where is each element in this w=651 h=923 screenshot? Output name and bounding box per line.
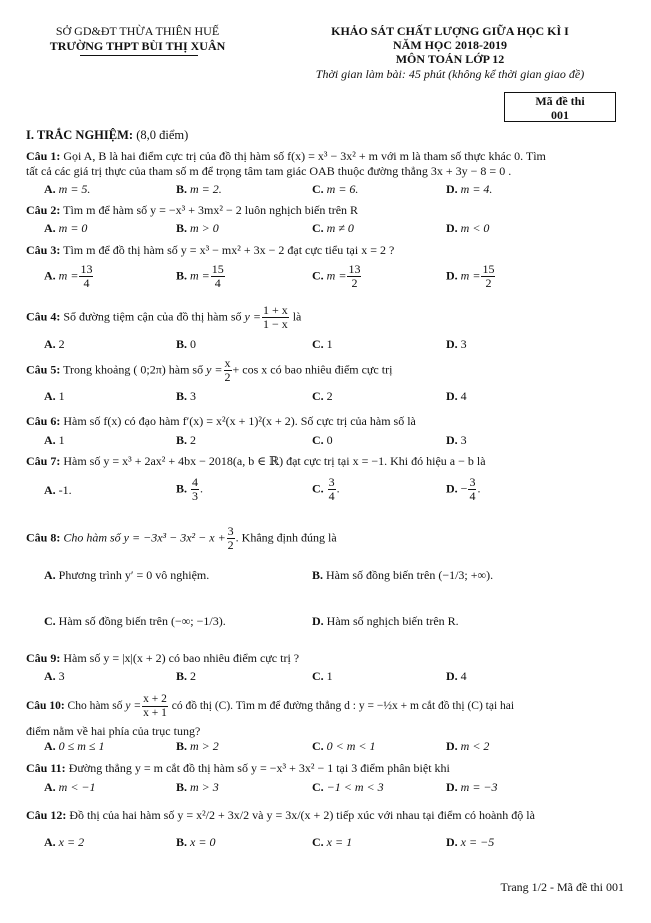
q3-option-d[interactable]: D. m = $\frac{15}{2}$ [446,262,495,290]
q7-option-b[interactable]: B. $\frac{4}{3}$ . [176,475,204,503]
q5-option-d[interactable]: D. 4 [446,389,467,403]
subject: MÔN TOÁN LỚP 12 [395,52,505,66]
q1-option-c[interactable]: C. m = 6. [312,182,359,196]
q6-option-d[interactable]: D. 3 [446,433,467,447]
q10-option-c[interactable]: C. 0 < m < 1 [312,739,376,753]
question-5: Câu 5: Trong khoảng ( 0;2π) hàm số y = $\frac{x}{2}$ + cos x có bao nhiêu điểm cực trị [26,356,393,384]
question-6: Câu 6: Hàm số f(x) có đạo hàm f′(x) = x²(x + 1)²(x + 2). Số cực trị của hàm số là [26,414,416,428]
q5-option-c[interactable]: C. 2 [312,389,333,403]
question-1: Câu 1: Gọi A, B là hai điểm cực trị của đồ thị hàm số f(x) = x³ − 3x² + m với m là tham số thực khác 0. Tìm [26,149,546,163]
q8-option-d[interactable]: D. Hàm số nghịch biến trên R. [312,614,459,628]
q4-option-a[interactable]: A. 2 [44,337,65,351]
q7-option-c[interactable]: C. $\frac{3}{4}$ . [312,475,340,503]
q11-option-c[interactable]: C. −1 < m < 3 [312,780,384,794]
q1-option-d[interactable]: D. m = 4. [446,182,493,196]
q10-option-b[interactable]: B. m > 2 [176,739,219,753]
q9-option-d[interactable]: D. 4 [446,669,467,683]
q2-option-b[interactable]: B. m > 0 [176,221,219,235]
q3-option-a[interactable]: A. m = $\frac{13}{4}$ [44,262,93,290]
q6-option-b[interactable]: B. 2 [176,433,197,447]
school-underline [80,55,198,56]
school-year: NĂM HỌC 2018-2019 [393,38,507,52]
q11-option-a[interactable]: A. m < −1 [44,780,96,794]
question-10-cont: điểm nằm về hai phía của trục tung? [26,724,201,738]
question-10: Câu 10: Cho hàm số y = $\frac{x + 2}{x + 1}$ có đồ thị (C). Tìm m để đường thẳng d : y = −½x + m cắt đồ thị (C) tại hai [26,693,515,719]
q7-option-d[interactable]: D. − $\frac{3}{4}$ . [446,475,481,503]
q11-option-d[interactable]: D. m = −3 [446,780,498,794]
exam-code-value: 001 [551,108,569,122]
q7-option-a[interactable]: A. -1. [44,483,72,497]
q1-option-a[interactable]: A. m = 5. [44,182,91,196]
exam-duration: Thời gian làm bài: 45 phút (không kể thời gian giao đề) [315,67,585,81]
q4-option-b[interactable]: B. 0 [176,337,197,351]
q12-option-c[interactable]: C. x = 1 [312,835,353,849]
question-11: Câu 11: Đường thẳng y = m cắt đồ thị hàm số y = −x³ + 3x² − 1 tại 3 điểm phân biệt khi [26,761,450,775]
q8-option-b[interactable]: B. Hàm số đồng biến trên (−1/3; +∞). [312,568,494,582]
question-3: Câu 3: Tìm m để đồ thị hàm số y = x³ − mx² + 3x − 2 đạt cực tiểu tại x = 2 ? [26,243,395,257]
exam-title: KHẢO SÁT CHẤT LƯỢNG GIỮA HỌC KÌ I [331,24,569,38]
section-title: I. TRẮC NGHIỆM: (8,0 điểm) [26,128,189,142]
q12-option-d[interactable]: D. x = −5 [446,835,495,849]
q9-option-c[interactable]: C. 1 [312,669,333,683]
q2-option-c[interactable]: C. m ≠ 0 [312,221,354,235]
q4-option-d[interactable]: D. 3 [446,337,467,351]
question-4: Câu 4: Số đường tiệm cận của đồ thị hàm số y = $\frac{1 + x}{1 - x}$ là [26,303,302,331]
q5-option-a[interactable]: A. 1 [44,389,65,403]
question-2: Câu 2: Tìm m để hàm số y = −x³ + 3mx² − 2 luôn nghịch biến trên R [26,203,359,217]
q3-option-c[interactable]: C. m = $\frac{13}{2}$ [312,262,361,290]
question-9: Câu 9: Hàm số y = |x|(x + 2) có bao nhiêu điểm cực trị ? [26,651,300,665]
question-8: Câu 8: Cho hàm số y = −3x³ − 3x² − x + $\frac{3}{2}$ . Khẳng định đúng là [26,524,337,552]
q8-option-a[interactable]: A. Phương trình y′ = 0 vô nghiệm. [44,568,210,582]
q2-option-d[interactable]: D. m < 0 [446,221,490,235]
q6-option-a[interactable]: A. 1 [44,433,65,447]
q5-option-b[interactable]: B. 3 [176,389,197,403]
q10-option-a[interactable]: A. 0 ≤ m ≤ 1 [44,739,105,753]
school-name: TRƯỜNG THPT BÙI THỊ XUÂN [49,39,226,53]
q8-option-c[interactable]: C. Hàm số đồng biến trên (−∞; −1/3). [44,614,226,628]
q10-option-d[interactable]: D. m < 2 [446,739,490,753]
exam-code-box [504,92,616,122]
q3-option-b[interactable]: B. m = $\frac{15}{4}$ [176,262,224,290]
q9-option-b[interactable]: B. 2 [176,669,197,683]
department-name: SỞ GD&ĐT THỪA THIÊN HUẾ [55,24,220,38]
q2-option-a[interactable]: A. m = 0 [44,221,88,235]
page-footer: Trang 1/2 - Mã đề thi 001 [500,880,624,894]
q11-option-b[interactable]: B. m > 3 [176,780,219,794]
q4-option-c[interactable]: C. 1 [312,337,333,351]
q12-option-a[interactable]: A. x = 2 [44,835,85,849]
question-1-cont: tất cả các giá trị thực của tham số m để trọng tâm tam giác OAB thuộc đường thẳng 3x + 3y − 8 = 0 . [26,164,512,178]
question-12: Câu 12: Đồ thị của hai hàm số y = x²/2 + 3x/2 và y = 3x/(x + 2) tiếp xúc với nhau tại điểm có hoành độ là [26,808,535,822]
q9-option-a[interactable]: A. 3 [44,669,65,683]
q1-option-b[interactable]: B. m = 2. [176,182,222,196]
question-7: Câu 7: Hàm số y = x³ + 2ax² + 4bx − 2018(a, b ∈ ℝ) đạt cực trị tại x = −1. Khi đó hiệu a − b là [26,454,486,468]
q12-option-b[interactable]: B. x = 0 [176,835,216,849]
q6-option-c[interactable]: C. 0 [312,433,333,447]
exam-code-label: Mã đề thi [535,94,585,108]
